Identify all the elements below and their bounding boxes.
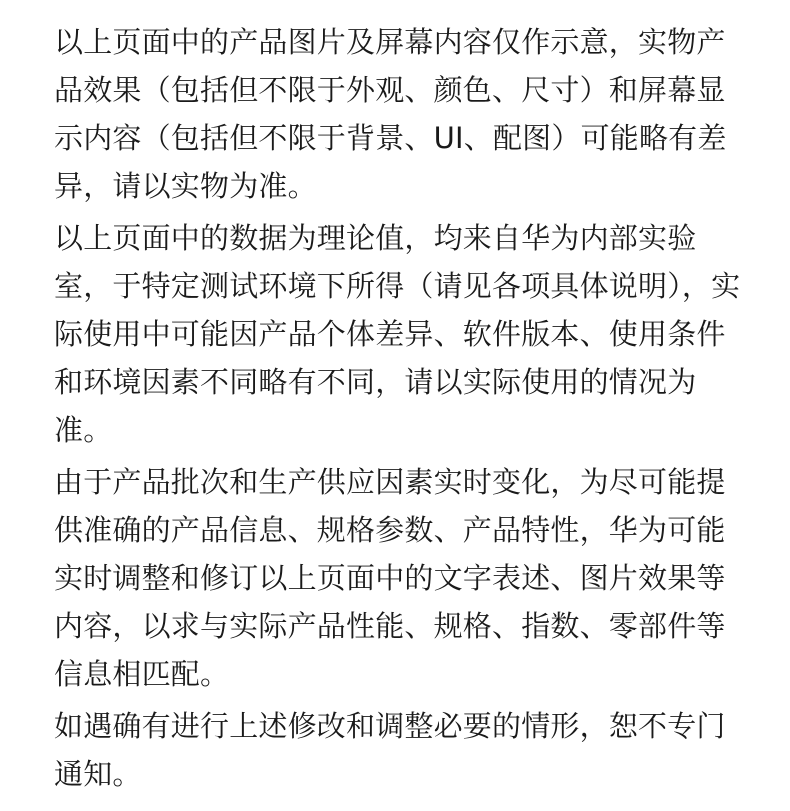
disclaimer-paragraph-content-updates: 由于产品批次和生产供应因素实时变化，为尽可能提供准确的产品信息、规格参数、产品特性，华为可能实时调整和修订以上页面中的文字表述、图片效果等内容，以求与实际产品性能、规格、指数、零部件等信息相匹配。 [54, 465, 726, 691]
disclaimer-paragraph-no-notice: 如遇确有进行上述修改和调整必要的情形，恕不专门通知。 [54, 709, 726, 791]
disclaimer-paragraph-lab-data: 以上页面中的数据为理论值，均来自华为内部实验室，于特定测试环境下所得（请见各项具体说明），实际使用中可能因产品个体差异、软件版本、使用条件和环境因素不同略有不同，请以实际使用的情况为准。 [54, 221, 741, 447]
disclaimer-paragraph-product-images: 以上页面中的产品图片及屏幕内容仅作示意，实物产品效果（包括但不限于外观、颜色、尺寸）和屏幕显示内容（包括但不限于背景、UI、配图）可能略有差异，请以实物为准。 [54, 25, 727, 203]
